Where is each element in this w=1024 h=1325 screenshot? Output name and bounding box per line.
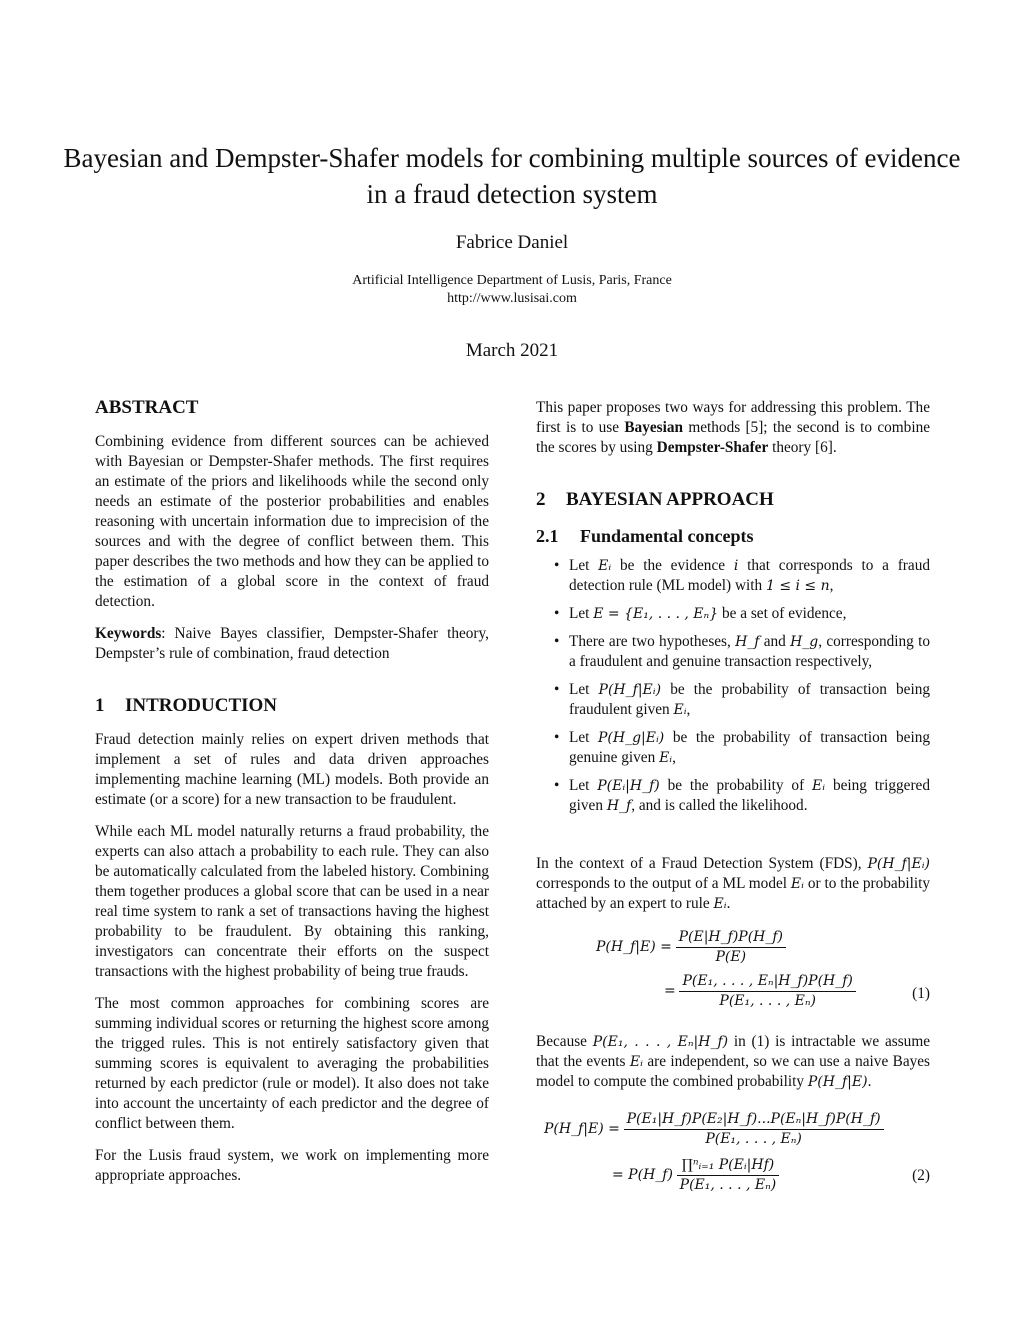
paragraph: While each ML model naturally returns a fraud probability, the experts can also attach a probability to each rule. They can also be automatically calculated from the labeled history. Combining them together produces a global score that can be used in a near real time system to rank a set of transactions having the highest probability to be fraudulent. By obtaining this ranking, investigators can concentrate their efforts on the suspect transactions with the highest probability of being true frauds. <box>95 823 489 980</box>
equation-number: (2) <box>912 1167 930 1184</box>
section-heading <box>95 694 489 718</box>
abstract-heading: ABSTRACT <box>95 397 199 418</box>
right-column <box>536 398 930 1206</box>
subsection-heading <box>536 524 930 548</box>
list-item: • Let E = {E₁, . . . , Eₙ} be a set of evidence, <box>536 604 930 624</box>
affiliation: Artificial Intelligence Department of Lusis, Paris, France <box>352 273 672 288</box>
paragraph: The most common approaches for combining scores are summing individual scores or returning the highest score among the trigged rules. This is not entirely satisfactory given that summing scores is equivalent to averaging the probabilities returned by each predictor (rule or model). It also does not take into account the uncertainty of each predictor and the degree of conflict between them. <box>95 995 489 1132</box>
equation-1: P(H_f|E) = $\frac{P(E|H\_f)P(H\_f)}{P(E)}$ = $\frac{\text{P(E₁, . . . , Eₙ|H\_f)P(H\_f)}}{\text{P(E₁, . . . , Eₙ)}}$ (1) <box>596 929 930 1009</box>
bold-term: Dempster-Shafer <box>656 439 769 456</box>
abstract-text: Combining evidence from different sources can be achieved with Bayesian or Dempster-Shafer methods. The first requires an estimate of the priors and likelihoods while the second only needs an estimate of the posterior probabilities and enables reasoning with uncertain information due to imprecision of the sources and with the degree of conflict between them. This paper describes the two methods and how they can be applied to the estimation of a global score in the context of fraud detection. <box>95 433 489 610</box>
keywords <box>95 624 489 664</box>
subsection-title: Fundamental concepts <box>580 526 754 546</box>
section-title: BAYESIAN APPROACH <box>566 489 774 510</box>
keywords-label: Keywords <box>95 625 162 642</box>
paper-date: March 2021 <box>465 340 559 361</box>
list-item: • Let P(Eᵢ|H_f) be the probability of Eᵢ being triggered given H_f, and is called the likelihood. <box>536 776 930 816</box>
section-title: INTRODUCTION <box>125 695 278 716</box>
affiliation-block <box>0 272 1024 308</box>
section-number: 2 <box>536 489 546 510</box>
concept-list <box>536 556 930 816</box>
paragraph: Fraud detection mainly relies on expert driven methods that implement a set of rules and data driven approaches implementing machine learning (ML) models. Both provide an estimate (or a score) for a new transaction to be fraudulent. <box>95 731 489 808</box>
list-item: • Let P(H_g|Eᵢ) be the probability of transaction being genuine given Eᵢ, <box>536 728 930 768</box>
paper-title: Bayesian and Dempster-Shafer models for combining multiple sources of evidence in a fraud detection system <box>63 143 961 209</box>
paragraph: This paper proposes two ways for addressing this problem. The first is to use Bayesian methods [5]; the second is to combine the scores by using Dempster-Shafer theory [6]. <box>536 399 931 456</box>
subsection-number: 2.1 <box>536 526 559 546</box>
paragraph: Because P(E₁, . . . , Eₙ|H_f) in (1) is intractable we assume that the events Eᵢ are independent, so we can use a naive Bayes model to compute the combined probability P(H_f|E). <box>536 1033 931 1090</box>
list-item: • There are two hypotheses, H_f and H_g, corresponding to a fraudulent and genuine transaction respectively, <box>536 632 930 672</box>
paragraph: For the Lusis fraud system, we work on implementing more appropriate approaches. <box>95 1147 489 1184</box>
section-heading <box>536 488 930 512</box>
equation-2: P(H_f|E) = $\frac{\text{P(E₁|H\_f)P(E₂|H\_f)...P(Eₙ|H\_f)P(H\_f)}}{\text{P(E₁, . . . , Eₙ)}}$ = P(H_f) $\frac{\text{∏ⁿᵢ₌₁ P(Eᵢ|Hf)}}{\text{P(E₁, . . . , Eₙ)}}$ (2) <box>544 1111 930 1193</box>
left-column <box>95 396 489 1186</box>
keywords-list: : Naive Bayes classifier, Dempster-Shafer theory, Dempster’s rule of combination, fraud detection <box>95 625 489 662</box>
section-number: 1 <box>95 695 105 716</box>
bold-term: Bayesian <box>624 419 684 436</box>
affiliation-url: http://www.lusisai.com <box>447 291 577 306</box>
paragraph: In the context of a Fraud Detection System (FDS), P(H_f|Eᵢ) corresponds to the output of a ML model Eᵢ or to the probability attached by an expert to rule Eᵢ. <box>536 855 931 912</box>
list-item: • Let Eᵢ be the evidence i that corresponds to a fraud detection rule (ML model) with 1 ≤ i ≤ n, <box>536 556 930 596</box>
author-name: Fabrice Daniel <box>455 232 569 253</box>
list-item: • Let P(H_f|Eᵢ) be the probability of transaction being fraudulent given Eᵢ, <box>536 680 930 720</box>
equation-number: (1) <box>912 985 930 1002</box>
